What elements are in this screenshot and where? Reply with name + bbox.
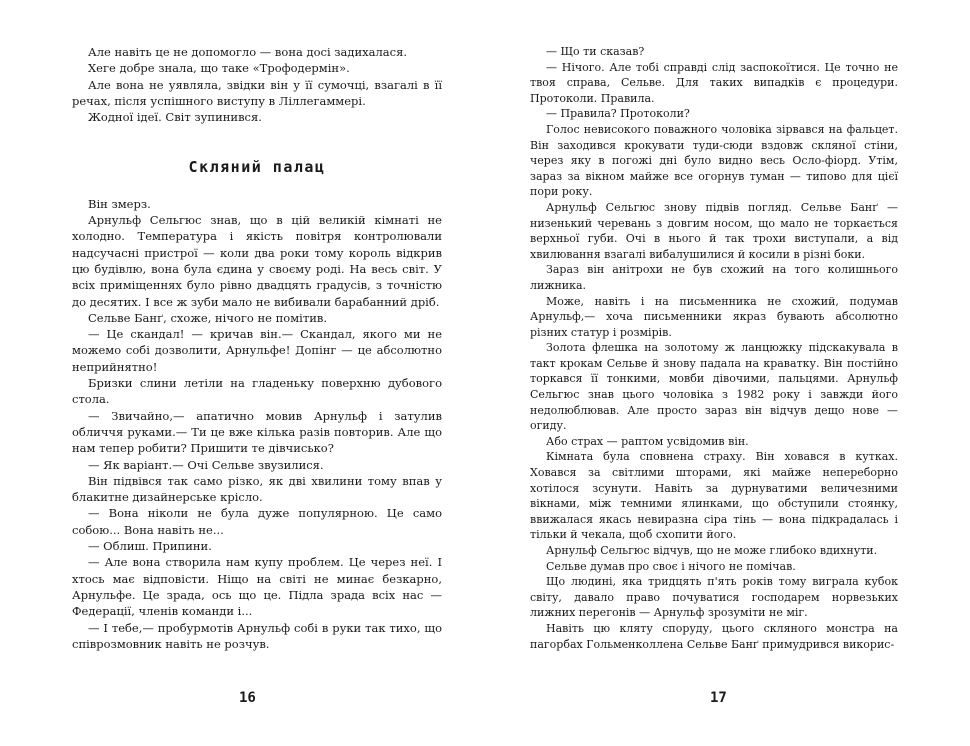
body-paragraph: Бризки слини летіли на гладеньку поверхню дубового стола.	[72, 376, 442, 407]
body-paragraph: Арнульф Сельгюс відчув, що не може глибоко вдихнути.	[546, 544, 878, 557]
body-paragraph: — Але вона створила нам купу проблем. Це через неї. І хтось має відповісти. Ніщо на світі не минає безкарно, Арнульфе. Це зрада, ось що це. Підла зрада всіх нас — Федерації, членів команди і...	[72, 555, 442, 619]
intro-paragraph: Але вона не уявляла, звідки він у її сумочці, взагалі в її речах, після успішного виступу в Ліллегаммері.	[72, 77, 442, 108]
intro-paragraph: Але навіть це не допомогло — вона досі задихалася.	[88, 45, 408, 59]
chapter-title: Скляний палац	[188, 158, 326, 177]
body-paragraph: — Нічого. Але тобі справді слід заспокоїтися. Це точно не твоя справа, Сельве. Для таких випадків є процедури. Протоколи. Правила.	[530, 60, 898, 105]
body-paragraph: Голос невисокого поважного чоловіка зірвався на фальцет. Він заходився крокувати туди-сюди вздовж скляної стіни, через яку в погожі дні було видно весь Осло-фіорд. Утім, зараз за вікном майже все огорнув туман — типово для цієї пори року.	[530, 122, 898, 199]
body-paragraph: Золота флешка на золотому ж ланцюжку підскакувала в такт крокам Сельве й знову падала на краватку. Він постійно торкався її тонкими, мовби дівочими, пальцями. Арнульф Сельгюс знав цього чоловіка з 1982 року і завжди його недолюблював. Але просто зараз він відчув дещо нове — огиду.	[530, 341, 898, 433]
body-paragraph: — Вона ніколи не була дуже популярною. Це само собою... Вона навіть не...	[72, 506, 442, 537]
intro-paragraph: Хеге добре знала, що таке «Трофодермін».	[88, 61, 350, 76]
left-text-column	[72, 44, 442, 652]
body-paragraph: Або страх — раптом усвідомив він.	[546, 434, 749, 448]
body-paragraph: Арнульф Сельгюс знав, що в цій великій кімнаті не холодно. Температура і якість повітря контролювали надсучасні пристрої — коли два роки тому король відкрив цю будівлю, вона була єдина у своєму роді. На весь світ. У всіх приміщеннях було рівно двадцять градусів, з точністю до десятих. І все ж зуби мало не вибивали барабанний дріб.	[72, 213, 442, 309]
body-paragraph: Кімната була сповнена страху. Він ховався в кутках. Ховався за світлими шторами, які майже непереборно хотілося зсунути. Навіть за дурнуватими величезними вікнами, між темними ялинками, що обступили стоянку, ввижалася якась невиразна сіра тінь — вона підкрадалась і тільки й чекала, щоб схопити його.	[530, 450, 898, 542]
body-paragraph: Зараз він анітрохи не був схожий на того колишнього лижника.	[530, 263, 898, 292]
body-paragraph: Що людині, яка тридцять п'ять років тому виграла кубок світу, давало право почуватися господарем норвезьких лижних перегонів — Арнульф зрозуміти не міг.	[530, 575, 898, 620]
body-paragraph: — Це скандал! — кричав він.— Скандал, якого ми не можемо собі дозволити, Арнульфе! Допінг — це абсолютно неприйнятно!	[72, 327, 442, 374]
body-paragraph: Арнульф Сельгюс знову підвів погляд. Сельве Банґ — низенький черевань з довгим носом, що мало не торкається верхньої губи. Очі в нього й так трохи виступали, а від хвилювання взагалі вибалушилися й косили в різні боки.	[530, 200, 898, 261]
body-paragraph: Сельве думав про своє і нічого не помічав.	[546, 559, 796, 573]
intro-paragraph: Жодної ідеї. Світ зупинився.	[88, 110, 262, 125]
page-number: 17	[710, 690, 727, 706]
body-paragraph: — Правила? Протоколи?	[546, 107, 690, 121]
body-paragraph: — Як варіант.— Очі Сельве звузилися.	[88, 457, 324, 472]
right-page	[485, 0, 970, 746]
body-paragraph: — Що ти сказав?	[546, 45, 645, 58]
page-number: 16	[239, 690, 256, 706]
body-paragraph: Він змерз.	[88, 196, 151, 211]
body-paragraph: — І тебе,— пробурмотів Арнульф собі в руки так тихо, що співрозмовник навіть не розчув.	[72, 620, 442, 651]
right-text-column	[530, 44, 898, 652]
body-paragraph: Може, навіть і на письменника не схожий, подумав Арнульф,— хоча письменники якраз бувають абсолютно різних статур і розмірів.	[530, 294, 898, 339]
body-paragraph: — Облиш. Припини.	[88, 539, 212, 554]
body-paragraph: Сельве Банґ, схоже, нічого не помітив.	[88, 310, 327, 325]
body-paragraph: Він підвівся так само різко, як дві хвилини тому впав у блакитне дизайнерське крісло.	[72, 473, 442, 505]
body-paragraph: — Звичайно,— апатично мовив Арнульф і затулив обличчя руками.— Ти це вже кілька разів повторив. Але що нам тепер робити? Пришити те дівчисько?	[72, 408, 442, 456]
body-paragraph: Навіть цю кляту споруду, цього скляного монстра на пагорбах Гольменколлена Сельве Банґ примудрився викорис-	[530, 621, 898, 651]
